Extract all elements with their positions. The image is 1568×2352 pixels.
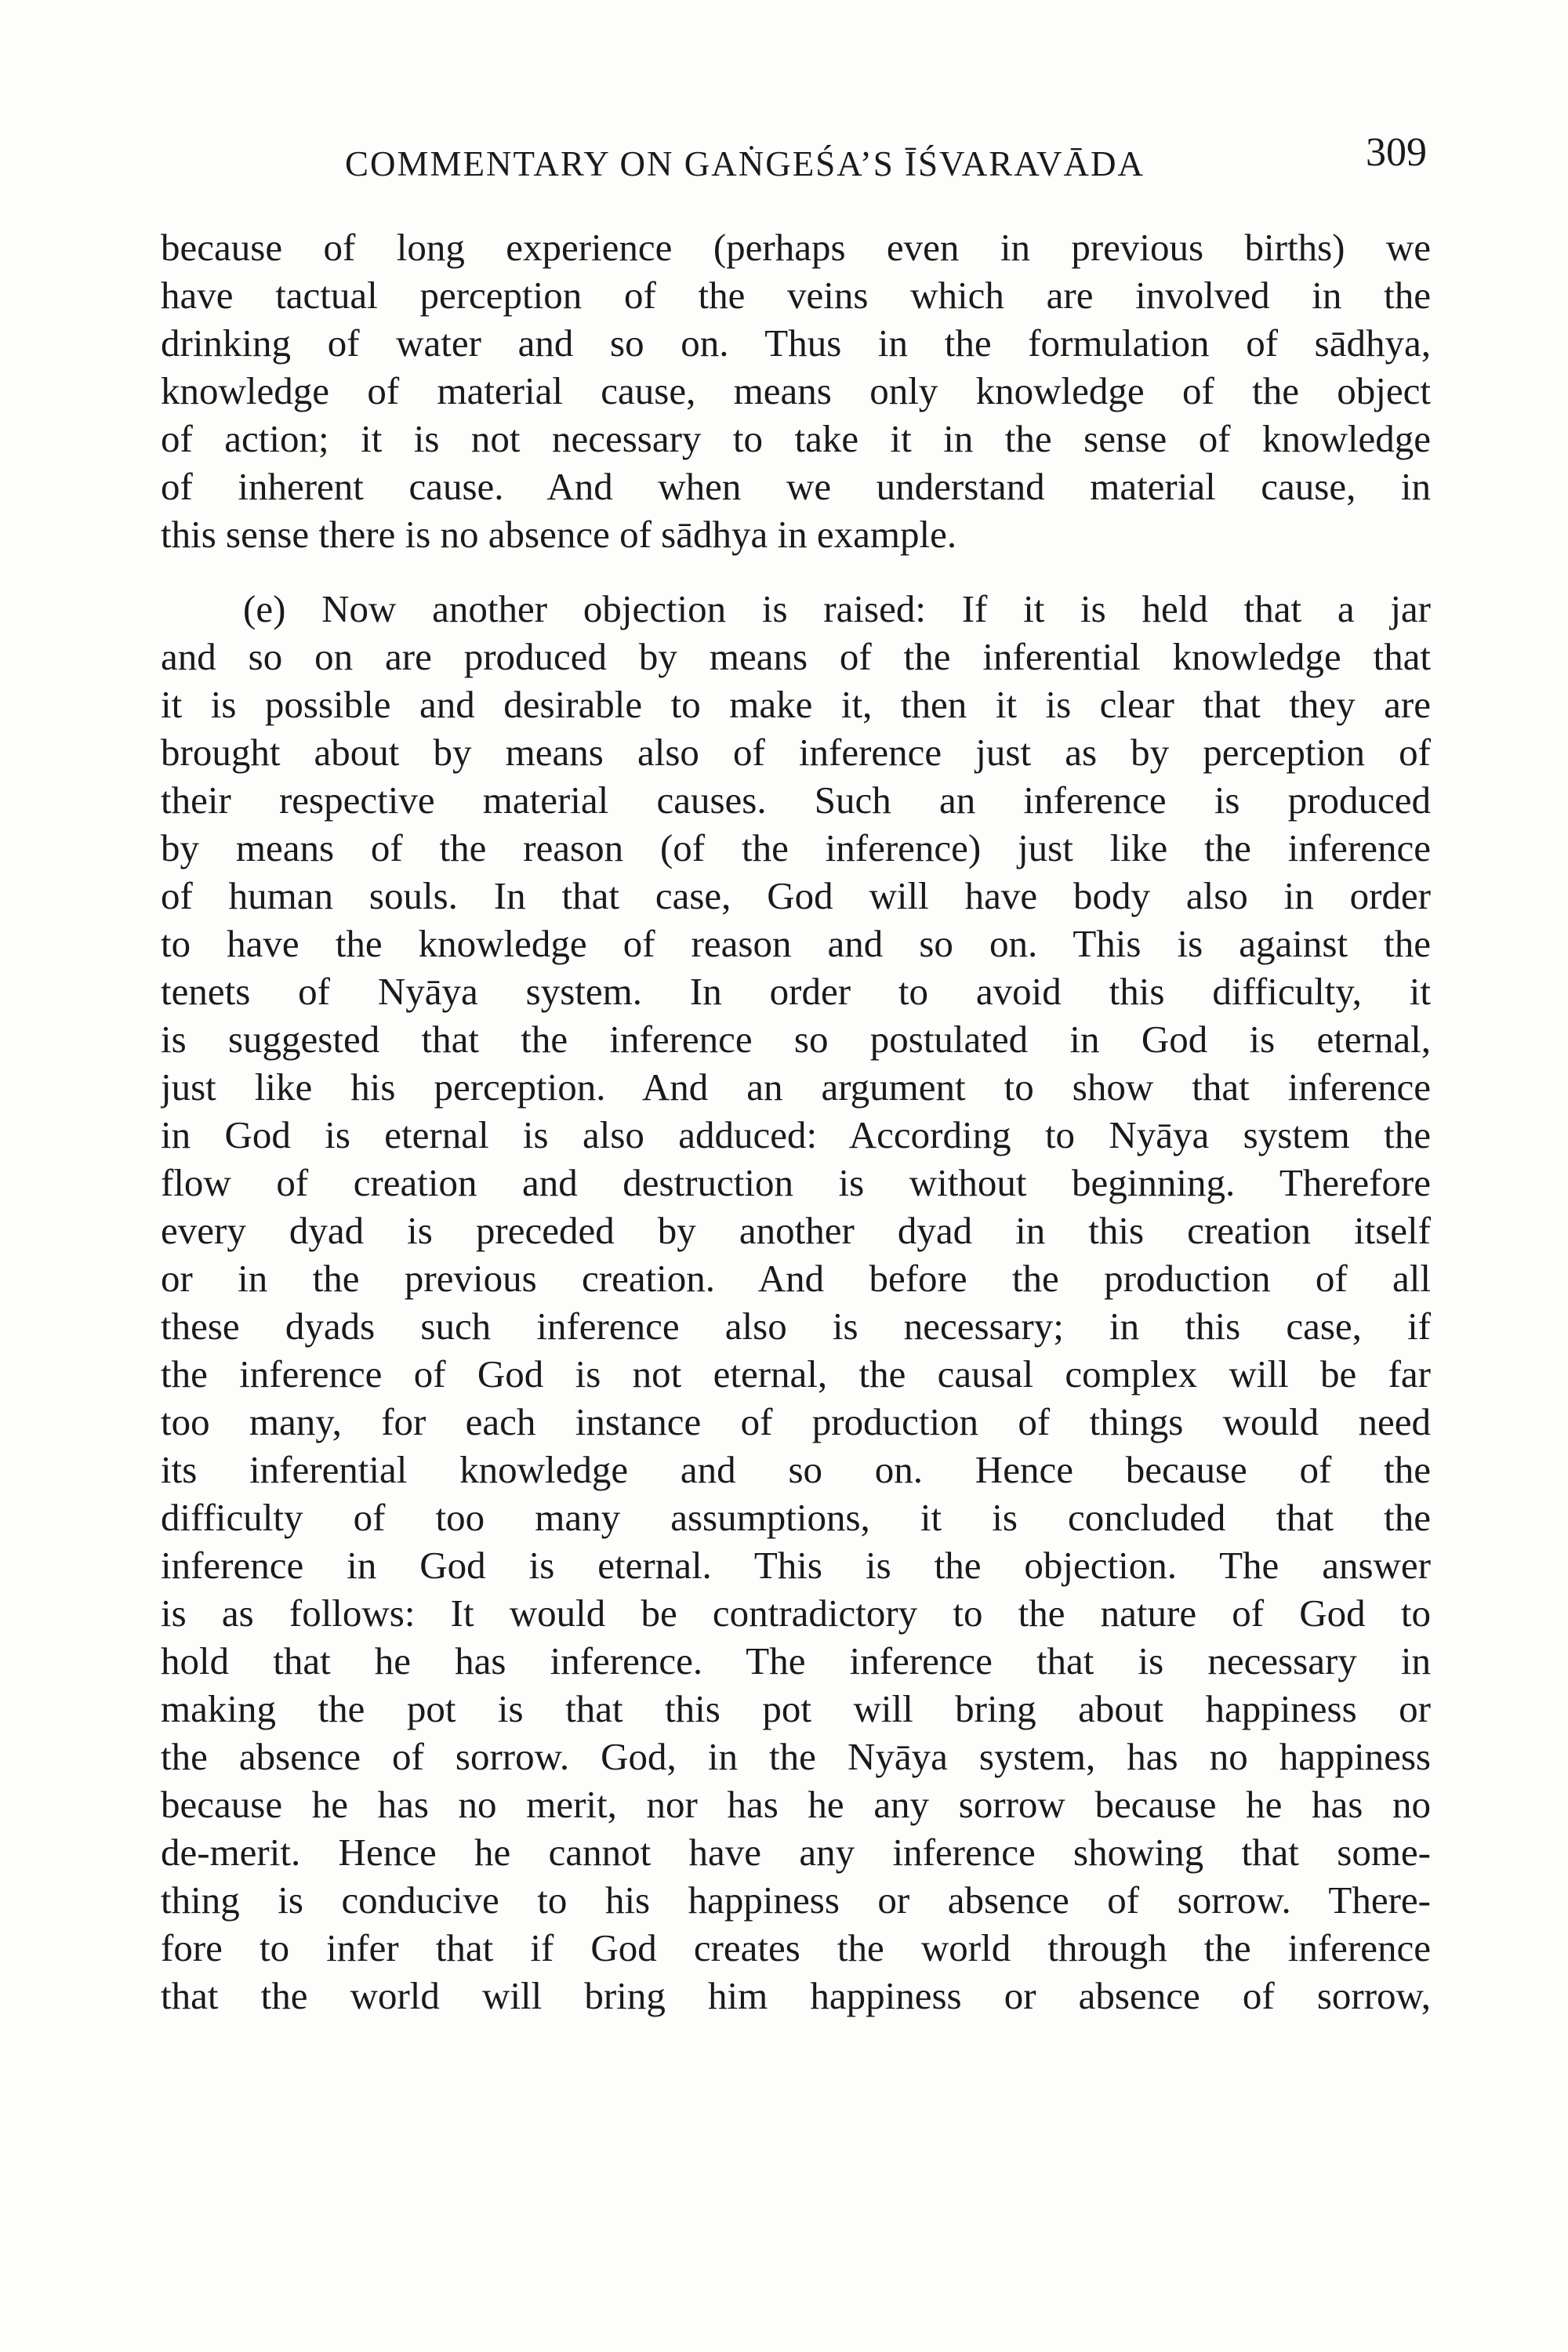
text-line: in God is eternal is also adduced: According to Nyāya system the <box>161 1113 1431 1156</box>
running-head <box>157 129 1427 192</box>
text-line: tenets of Nyāya system. In order to avoid this difficulty, it <box>161 970 1431 1013</box>
text-line: that the world will bring him happiness or absence of sorrow, <box>161 1974 1431 2017</box>
text-line: is suggested that the inference so postulated in God is eternal, <box>161 1018 1431 1061</box>
text-line: or in the previous creation. And before the production of all <box>161 1257 1431 1300</box>
text-line: every dyad is preceded by another dyad in this creation itself <box>161 1209 1431 1252</box>
text-line: the inference of God is not eternal, the causal complex will be far <box>161 1352 1431 1396</box>
text-line: knowledge of material cause, means only knowledge of the object <box>161 369 1431 412</box>
text-line: flow of creation and destruction is without beginning. Therefore <box>161 1161 1431 1204</box>
text-line: too many, for each instance of production of things would need <box>161 1400 1431 1443</box>
text-line: of human souls. In that case, God will have body also in order <box>161 874 1431 917</box>
paragraph-2 <box>161 585 1431 2020</box>
text-line: this sense there is no absence of sādhya in example. <box>161 513 957 556</box>
text-line: de-merit. Hence he cannot have any inference showing that some- <box>161 1831 1431 1874</box>
text-line: inference in God is eternal. This is the objection. The answer <box>161 1544 1431 1587</box>
text-line: just like his perception. And an argument to show that inference <box>161 1065 1431 1109</box>
text-line: their respective material causes. Such an inference is produced <box>161 779 1431 822</box>
text-line: because he has no merit, nor has he any sorrow because he has no <box>161 1783 1431 1826</box>
text-line: is as follows: It would be contradictory to the nature of God to <box>161 1592 1431 1635</box>
text-line: hold that he has inference. The inference that is necessary in <box>161 1639 1431 1682</box>
text-line: these dyads such inference also is necessary; in this case, if <box>161 1305 1431 1348</box>
text-line: and so on are produced by means of the inferential knowledge that <box>161 635 1431 678</box>
text-line: by means of the reason (of the inference) just like the inference <box>161 826 1431 869</box>
text-line: to have the knowledge of reason and so on. This is against the <box>161 922 1431 965</box>
text-line: because of long experience (perhaps even in previous births) we <box>161 226 1431 269</box>
text-line: of action; it is not necessary to take it in the sense of knowledge <box>161 417 1431 460</box>
text-line: (e) Now another objection is raised: If it is held that a jar <box>243 587 1431 630</box>
body-text <box>161 223 1431 2020</box>
text-line: drinking of water and so on. Thus in the formulation of sādhya, <box>161 321 1431 365</box>
text-line: thing is conducive to his happiness or absence of sorrow. There- <box>161 1878 1431 1922</box>
paragraph-1 <box>161 223 1431 558</box>
paragraph-gap <box>161 558 1431 585</box>
text-line: fore to infer that if God creates the world through the inference <box>161 1926 1431 1969</box>
text-line: brought about by means also of inference just as by perception of <box>161 731 1431 774</box>
text-line: have tactual perception of the veins which are involved in the <box>161 274 1431 317</box>
running-title: COMMENTARY ON GAṄGEŚA’S ĪŚVARAVĀDA <box>345 144 1145 183</box>
text-line: it is possible and desirable to make it, then it is clear that they are <box>161 683 1431 726</box>
text-line: of inherent cause. And when we understand material cause, in <box>161 465 1431 508</box>
text-line: the absence of sorrow. God, in the Nyāya system, has no happiness <box>161 1735 1431 1778</box>
page-number: 309 <box>1366 130 1427 175</box>
text-line: its inferential knowledge and so on. Hence because of the <box>161 1448 1431 1491</box>
text-line: difficulty of too many assumptions, it is concluded that the <box>161 1496 1431 1539</box>
text-line: making the pot is that this pot will bring about happiness or <box>161 1687 1431 1730</box>
